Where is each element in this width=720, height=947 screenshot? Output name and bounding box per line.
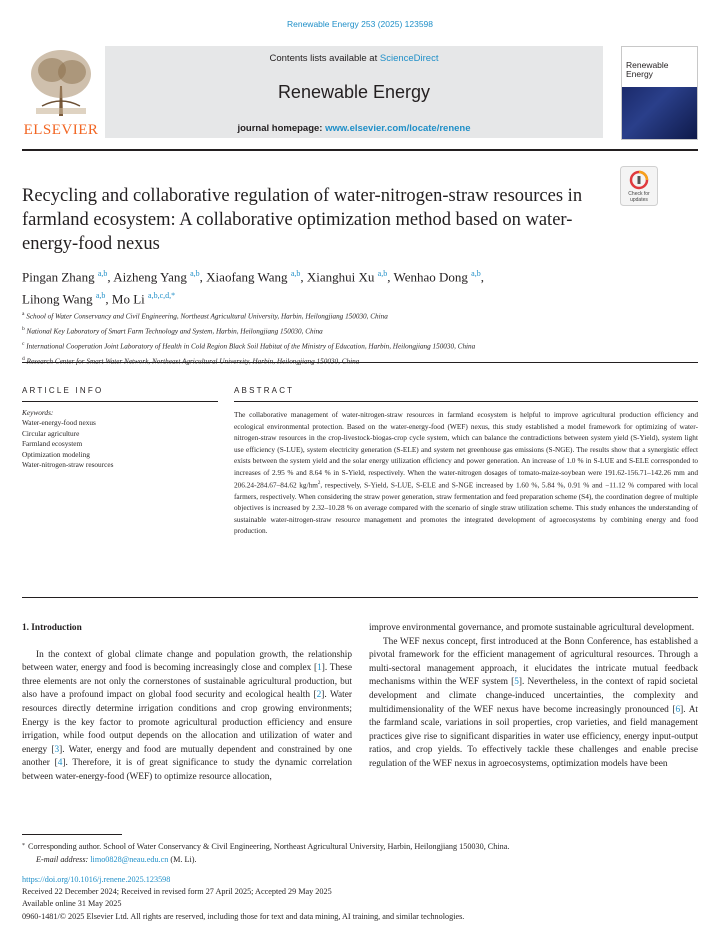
- author-separator: ,: [300, 269, 307, 285]
- header-divider: [22, 149, 698, 151]
- article-title: Recycling and collaborative regulation of water-nitrogen-straw resources in farmland ecosystem: A collaborative optimization method based on water-energy-food nexus: [22, 186, 583, 254]
- cover-image: [622, 87, 697, 139]
- keywords-label: Keywords:: [22, 408, 54, 417]
- affiliation-text: International Cooperation Joint Laboratory of Health in Cold Region Black Soil Habitat of the Ministry of Education, Harbin, Heilongjiang 150030, China: [24, 342, 476, 351]
- keyword-item: Farmland ecosystem: [22, 439, 83, 449]
- affiliation-item: [22, 353, 662, 368]
- author-name[interactable]: Xianghui Xu: [306, 269, 378, 285]
- affiliation-text: School of Water Conservancy and Civil Engineering, Northeast Agricultural University, Harbin, Heilongjiang 150030, China: [24, 312, 388, 321]
- article-info-rule: [22, 401, 218, 402]
- abstract-divider: [22, 597, 698, 598]
- affiliation-marker: b: [22, 325, 25, 332]
- journal-name: Renewable Energy: [277, 82, 431, 102]
- author-name[interactable]: Xiaofang Wang: [206, 269, 291, 285]
- copyright-line: 0960-1481/© 2025 Elsevier Ltd. All rights are reserved, including those for text and data mining, AI training, and similar technologies.: [22, 911, 465, 921]
- author-affiliation-marker[interactable]: a,b: [377, 269, 388, 278]
- affiliation-marker: c: [22, 340, 25, 347]
- received-dates: Received 22 December 2024; Received in revised form 27 April 2025; Accepted 29 May 2025: [22, 887, 332, 897]
- keyword-item: Optimization modeling: [22, 449, 90, 459]
- keyword-item: Water-nitrogen-straw resources: [22, 460, 114, 470]
- email-link[interactable]: limo0828@neau.edu.cn: [90, 855, 169, 864]
- doi-link[interactable]: https://doi.org/10.1016/j.renene.2025.123598: [22, 875, 171, 884]
- citation-link[interactable]: 6: [675, 704, 681, 715]
- author-name[interactable]: Aizheng Yang: [113, 269, 191, 285]
- citation-link[interactable]: 2: [316, 690, 322, 701]
- corresponding-footnote: [22, 840, 698, 866]
- affiliation-list: [22, 308, 662, 368]
- affiliation-item: [22, 338, 662, 353]
- author-name[interactable]: Mo Li: [111, 291, 149, 307]
- author-name[interactable]: Pingan Zhang: [22, 269, 98, 285]
- check-for-updates-badge[interactable]: [620, 166, 658, 206]
- available-online: Available online 31 May 2025: [22, 899, 122, 909]
- body-column-right: [369, 622, 698, 772]
- author-separator: ,: [480, 269, 484, 285]
- author-separator: ,: [387, 269, 394, 285]
- author-affiliation-marker[interactable]: a,b: [471, 269, 481, 278]
- body-column-left: [22, 622, 352, 785]
- citation-link[interactable]: 5: [514, 677, 519, 688]
- asterisk: *: [22, 843, 28, 849]
- check-updates-label: Check for updates: [628, 191, 650, 203]
- abstract-part-2: , respectively, S-Yield, S-LUE, S-ELE and S-NGE increased by 1.60 %, 5.84 %, 0.91 % and −11.12 % compared with local farmers, respectively. When considering the straw power generation, straw fermentation and feed preparation scheme (S4), the coordination degree of multiple objectives is increased by 2.32–10.28 % on average compared with the scenario of single straw utilization scheme. This study enhances the understanding of sustainable water-nitrogen-straw resource management and promotes the integrated development of agroecosystems by combining energy and food production.: [234, 480, 698, 536]
- author-separator: ,: [107, 269, 114, 285]
- affiliation-item: [22, 308, 662, 323]
- author-name[interactable]: Lihong Wang: [22, 291, 96, 307]
- intro-paragraph-1-continued: improve environmental governance, and promote sustainable agricultural development.: [369, 623, 695, 633]
- author-list: [22, 264, 622, 309]
- keyword-item: Circular agriculture: [22, 428, 80, 438]
- intro-paragraph-1: In the context of global climate change and population growth, the relationship between water, energy and food is becoming increasingly close and complex [1]. These three elements are not only the cornerstones of sustainable agricultural production, but also have a profound impact on global food security and ecological health [2]. Water resources directly determine irrigation conditions and crop growing environments; Energy is the key factor to promote agricultural production efficiency and ensure irrigation, while food output depends on the allocation and utilization of water and energy [3]. Water, energy and food are mutually dependent and constrained by one another [4]. Therefore, it is of great significance to study the dynamic correlation between water-energy-food (WEF) to optimize resource allocation,: [22, 649, 353, 782]
- affiliation-item: [22, 323, 662, 338]
- journal-cover[interactable]: [621, 46, 698, 140]
- keywords-block: [22, 408, 218, 470]
- corresponding-text: Corresponding author. School of Water Conservancy & Civil Engineering, Northeast Agricultural University, Harbin, Heilongjiang 150030, China.: [28, 842, 510, 851]
- author-name[interactable]: Wenhao Dong: [393, 269, 472, 285]
- citation-link[interactable]: 4: [57, 758, 63, 769]
- author-separator: ,: [105, 291, 112, 307]
- abstract-superscript: 2: [317, 481, 321, 486]
- citation-link[interactable]: 1: [317, 663, 322, 674]
- author-separator: ,: [199, 269, 207, 285]
- section-heading-introduction: 1. Introduction: [22, 623, 82, 633]
- affiliation-divider: [22, 362, 698, 363]
- affiliation-text: National Key Laboratory of Smart Farm Technology and System, Harbin, Heilongjiang 150030, China: [24, 327, 323, 336]
- affiliation-marker: d: [22, 355, 25, 362]
- author-affiliation-marker[interactable]: a,b: [97, 269, 108, 278]
- abstract-text: [234, 409, 698, 537]
- corresponding-author-note: [22, 840, 698, 853]
- email-label: E-mail address:: [36, 855, 91, 864]
- homepage-line: [105, 123, 603, 134]
- citation-link[interactable]: 3: [54, 744, 60, 755]
- abstract-rule: [234, 401, 698, 402]
- publication-meta: [22, 874, 698, 923]
- keywords-list: [22, 418, 218, 470]
- article-info-heading: ARTICLE INFO: [22, 386, 104, 395]
- sciencedirect-link[interactable]: ScienceDirect: [379, 53, 439, 64]
- journal-citation[interactable]: Renewable Energy 253 (2025) 123598: [286, 19, 434, 29]
- email-note: [22, 853, 698, 866]
- contents-line: [105, 53, 603, 64]
- abstract-part-1: The collaborative management of water-nitrogen-straw resources in farmland ecosystem is helpful to improve agricultural production efficiency and ecological environmental protection. Based on the water-energy-food (WEF) nexus, this study established a model framework for optimizing of water-nitrogen-straw resources in the crop-livestock-biogas-crop cycle system, which can balance the contradictions between system yield (S-Yield), system light use efficiency (S-LUE), system electricity generation (S-ELE) and system net greenhouse gas emissions (S-NGE). The results show that a synergistic effect exists between the system yield and the solar energy utilization efficiency and power generation. An increase of 1.0 % in S-LUE and S-ELE corresponded to increases of 2.95 % and 8.64 % in S-Yield, respectively. When the water-nitrogen dosages of tomato-maize-soybean were 191.62-156.71–142.26 mm and 206.24-284.67–84.62 kg/hm: [234, 410, 698, 490]
- abstract-heading: ABSTRACT: [234, 386, 295, 395]
- affiliation-marker: a: [22, 311, 25, 317]
- intro-paragraph-2: The WEF nexus concept, first introduced at the Bonn Conference, has established a pivotal framework for the efficient management of agricultural resources. Through a multi-sectoral management approach, it elucidates the intricate mutual feedback mechanisms within the WEF system [5]. Nevertheless, in the context of rapid societal development and climate change-induced uncertainties, the complexity and multidimensionality of the WEF nexus have become increasingly pronounced [6]. At the farmland scale, variations in soil properties, crop varieties, and field management practices give rise to significant disparities in water use efficiency, energy input-output ratios, and crop yields. To effectively tackle these challenges and enable precise regulation of the WEF nexus in agroecosystems, optimization models have been: [369, 636, 698, 769]
- cover-title: Renewable Energy: [626, 60, 669, 79]
- author-affiliation-marker[interactable]: a,b,c,d,*: [148, 291, 176, 301]
- footnote-rule: [22, 834, 122, 835]
- homepage-prefix: journal homepage:: [237, 123, 326, 134]
- author-affiliation-marker[interactable]: a,b: [190, 269, 200, 278]
- author-affiliation-marker[interactable]: a,b: [95, 291, 106, 301]
- homepage-link[interactable]: www.elsevier.com/locate/renene: [325, 123, 471, 134]
- publisher-name[interactable]: ELSEVIER: [23, 122, 99, 138]
- contents-prefix: Contents lists available at: [269, 53, 380, 64]
- email-suffix: (M. Li).: [168, 855, 197, 864]
- keyword-item: Water-energy-food nexus: [22, 418, 96, 428]
- author-affiliation-marker[interactable]: a,b: [290, 269, 301, 278]
